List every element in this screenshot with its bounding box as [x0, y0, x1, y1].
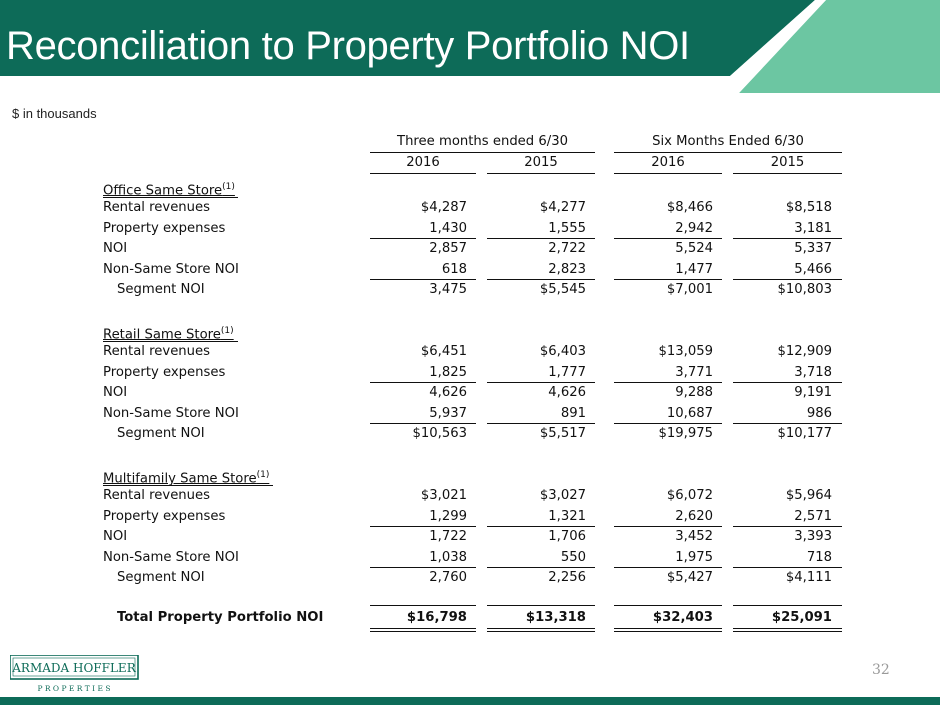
subtotal-rule: [487, 279, 595, 280]
cell-value: 5,524: [675, 241, 713, 256]
cell-value: 1,038: [429, 549, 467, 565]
column-group-header: Three months ended 6/30: [397, 134, 568, 149]
total-double-rule: [487, 628, 595, 629]
total-top-rule: [370, 605, 476, 606]
cell-value: 550: [560, 549, 586, 565]
logo-wordmark: ARMADA HOFFLER: [12, 661, 136, 675]
total-double-rule: [614, 631, 722, 632]
total-value: $25,091: [771, 610, 832, 625]
subtotal-rule: [487, 238, 595, 239]
cell-value: 1,825: [429, 364, 467, 380]
total-value: $16,798: [406, 610, 467, 625]
cell-value: $5,964: [785, 488, 832, 503]
total-label: Total Property Portfolio NOI: [117, 610, 324, 625]
footnote-marker: (1): [220, 326, 234, 336]
logo-tagline: P R O P E R T I E S: [37, 684, 111, 693]
segment-noi-label: Segment NOI: [117, 282, 205, 297]
cell-value: 10,687: [666, 405, 713, 421]
subtotal-rule: [733, 423, 842, 424]
cell-value: 9,288: [675, 385, 713, 400]
year-header-rule: [614, 173, 722, 174]
row-label: Non-Same Store NOI: [103, 549, 239, 565]
segment-noi-label: Segment NOI: [117, 426, 205, 441]
subtotal-rule: [733, 567, 842, 568]
subtotal-rule: [733, 238, 842, 239]
cell-value: $10,177: [777, 426, 832, 441]
section-title: Office Same Store$^{(1)}$: [103, 182, 235, 199]
cell-value: $4,277: [539, 200, 586, 215]
subtotal-rule: [614, 526, 722, 527]
cell-value: 2,620: [675, 508, 713, 524]
page-title: Reconciliation to Property Portfolio NOI: [6, 24, 690, 68]
subtotal-rule: [370, 567, 476, 568]
section-title-underline: [103, 197, 238, 198]
total-top-rule: [733, 605, 842, 606]
total-top-rule: [487, 605, 595, 606]
cell-value: 9,191: [794, 385, 832, 400]
subtotal-rule: [487, 567, 595, 568]
row-label: Property expenses: [103, 220, 226, 236]
subtotal-rule: [370, 238, 476, 239]
footnote-marker: (1): [222, 182, 235, 192]
total-double-rule: [733, 628, 842, 629]
row-label: Property expenses: [103, 508, 226, 524]
total-double-rule: [614, 628, 722, 629]
cell-value: 891: [560, 405, 586, 421]
cell-value: 1,477: [675, 261, 713, 277]
subtotal-rule: [370, 526, 476, 527]
company-logo: [10, 655, 142, 695]
subtotal-rule: [733, 526, 842, 527]
column-group-header: Six Months Ended 6/30: [652, 134, 804, 149]
row-label: NOI: [103, 529, 128, 544]
subtotal-rule: [614, 279, 722, 280]
subtotal-rule: [614, 382, 722, 383]
total-double-rule: [487, 631, 595, 632]
cell-value: 2,857: [429, 241, 467, 256]
cell-value: 3,452: [675, 529, 713, 544]
cell-value: $6,403: [539, 344, 586, 359]
cell-value: 5,466: [794, 261, 832, 277]
year-header: 2015: [524, 155, 558, 170]
row-label: Rental revenues: [103, 200, 211, 215]
cell-value: 2,256: [548, 570, 586, 585]
cell-value: 718: [806, 549, 832, 565]
cell-value: $6,072: [666, 488, 713, 503]
subtotal-rule: [487, 382, 595, 383]
total-value: $32,403: [652, 610, 713, 625]
subtotal-rule: [370, 423, 476, 424]
cell-value: 1,430: [429, 220, 467, 236]
cell-value: $4,287: [420, 200, 467, 215]
subtotal-rule: [370, 382, 476, 383]
cell-value: $6,451: [420, 344, 467, 359]
cell-value: $8,466: [666, 200, 713, 215]
row-label: Non-Same Store NOI: [103, 261, 239, 277]
cell-value: $5,545: [539, 282, 586, 297]
subtotal-rule: [487, 526, 595, 527]
cell-value: 1,706: [548, 529, 586, 544]
cell-value: 2,571: [794, 508, 832, 524]
cell-value: $7,001: [666, 282, 713, 297]
cell-value: $13,059: [658, 344, 713, 359]
cell-value: 1,555: [548, 220, 586, 236]
row-label: NOI: [103, 241, 128, 256]
cell-value: 1,722: [429, 529, 467, 544]
cell-value: $19,975: [658, 426, 713, 441]
page-number: 32: [872, 662, 890, 678]
cell-value: 5,337: [794, 241, 832, 256]
cell-value: 3,475: [429, 282, 467, 297]
year-header-rule: [733, 173, 842, 174]
cell-value: $3,021: [420, 488, 467, 503]
logo-graphic: [10, 655, 142, 695]
section-title-underline: [103, 485, 273, 486]
cell-value: 2,823: [548, 261, 586, 277]
cell-value: 5,937: [429, 405, 467, 421]
cell-value: 986: [806, 405, 832, 421]
row-label: Rental revenues: [103, 488, 211, 503]
cell-value: 4,626: [548, 385, 586, 400]
segment-noi-label: Segment NOI: [117, 570, 205, 585]
cell-value: 2,942: [675, 220, 713, 236]
total-double-rule: [370, 628, 476, 629]
cell-value: $10,563: [412, 426, 467, 441]
subtotal-rule: [733, 279, 842, 280]
section-title: Multifamily Same Store$^{(1)}$: [103, 470, 270, 487]
cell-value: 3,393: [794, 529, 832, 544]
row-label: Non-Same Store NOI: [103, 405, 239, 421]
subtotal-rule: [733, 382, 842, 383]
cell-value: 2,760: [429, 570, 467, 585]
total-double-rule: [733, 631, 842, 632]
total-value: $13,318: [525, 610, 586, 625]
year-header-rule: [487, 173, 595, 174]
year-header: 2015: [770, 155, 805, 170]
subtotal-rule: [614, 567, 722, 568]
section-title: Retail Same Store$^{(1)}$: [103, 326, 234, 343]
cell-value: $4,111: [785, 570, 832, 585]
section-title-underline: [103, 341, 238, 342]
subtotal-rule: [614, 238, 722, 239]
row-label: Rental revenues: [103, 344, 211, 359]
cell-value: 2,722: [548, 241, 586, 256]
footnote-marker: (1): [256, 470, 270, 480]
cell-value: 4,626: [429, 385, 467, 400]
units-note: $ in thousands: [12, 106, 97, 121]
row-label: NOI: [103, 385, 128, 400]
subtotal-rule: [370, 279, 476, 280]
subtotal-rule: [487, 423, 595, 424]
cell-value: $12,909: [777, 344, 832, 359]
total-double-rule: [370, 631, 476, 632]
cell-value: $3,027: [539, 488, 586, 503]
cell-value: $5,517: [539, 426, 586, 441]
cell-value: 618: [441, 261, 467, 277]
cell-value: 3,771: [675, 364, 713, 380]
year-header: 2016: [406, 155, 440, 170]
row-label: Property expenses: [103, 364, 226, 380]
cell-value: 3,181: [794, 220, 832, 236]
cell-value: 3,718: [794, 364, 832, 380]
year-header: 2016: [651, 155, 685, 170]
cell-value: 1,777: [548, 364, 586, 380]
cell-value: $10,803: [777, 282, 832, 297]
cell-value: 1,975: [675, 549, 713, 565]
group-header-rule: [614, 152, 842, 153]
subtotal-rule: [614, 423, 722, 424]
cell-value: $8,518: [785, 200, 832, 215]
total-top-rule: [614, 605, 722, 606]
cell-value: 1,299: [429, 508, 467, 524]
footer-bar: [0, 697, 940, 705]
cell-value: $5,427: [666, 570, 713, 585]
group-header-rule: [370, 152, 595, 153]
cell-value: 1,321: [548, 508, 586, 524]
year-header-rule: [370, 173, 476, 174]
